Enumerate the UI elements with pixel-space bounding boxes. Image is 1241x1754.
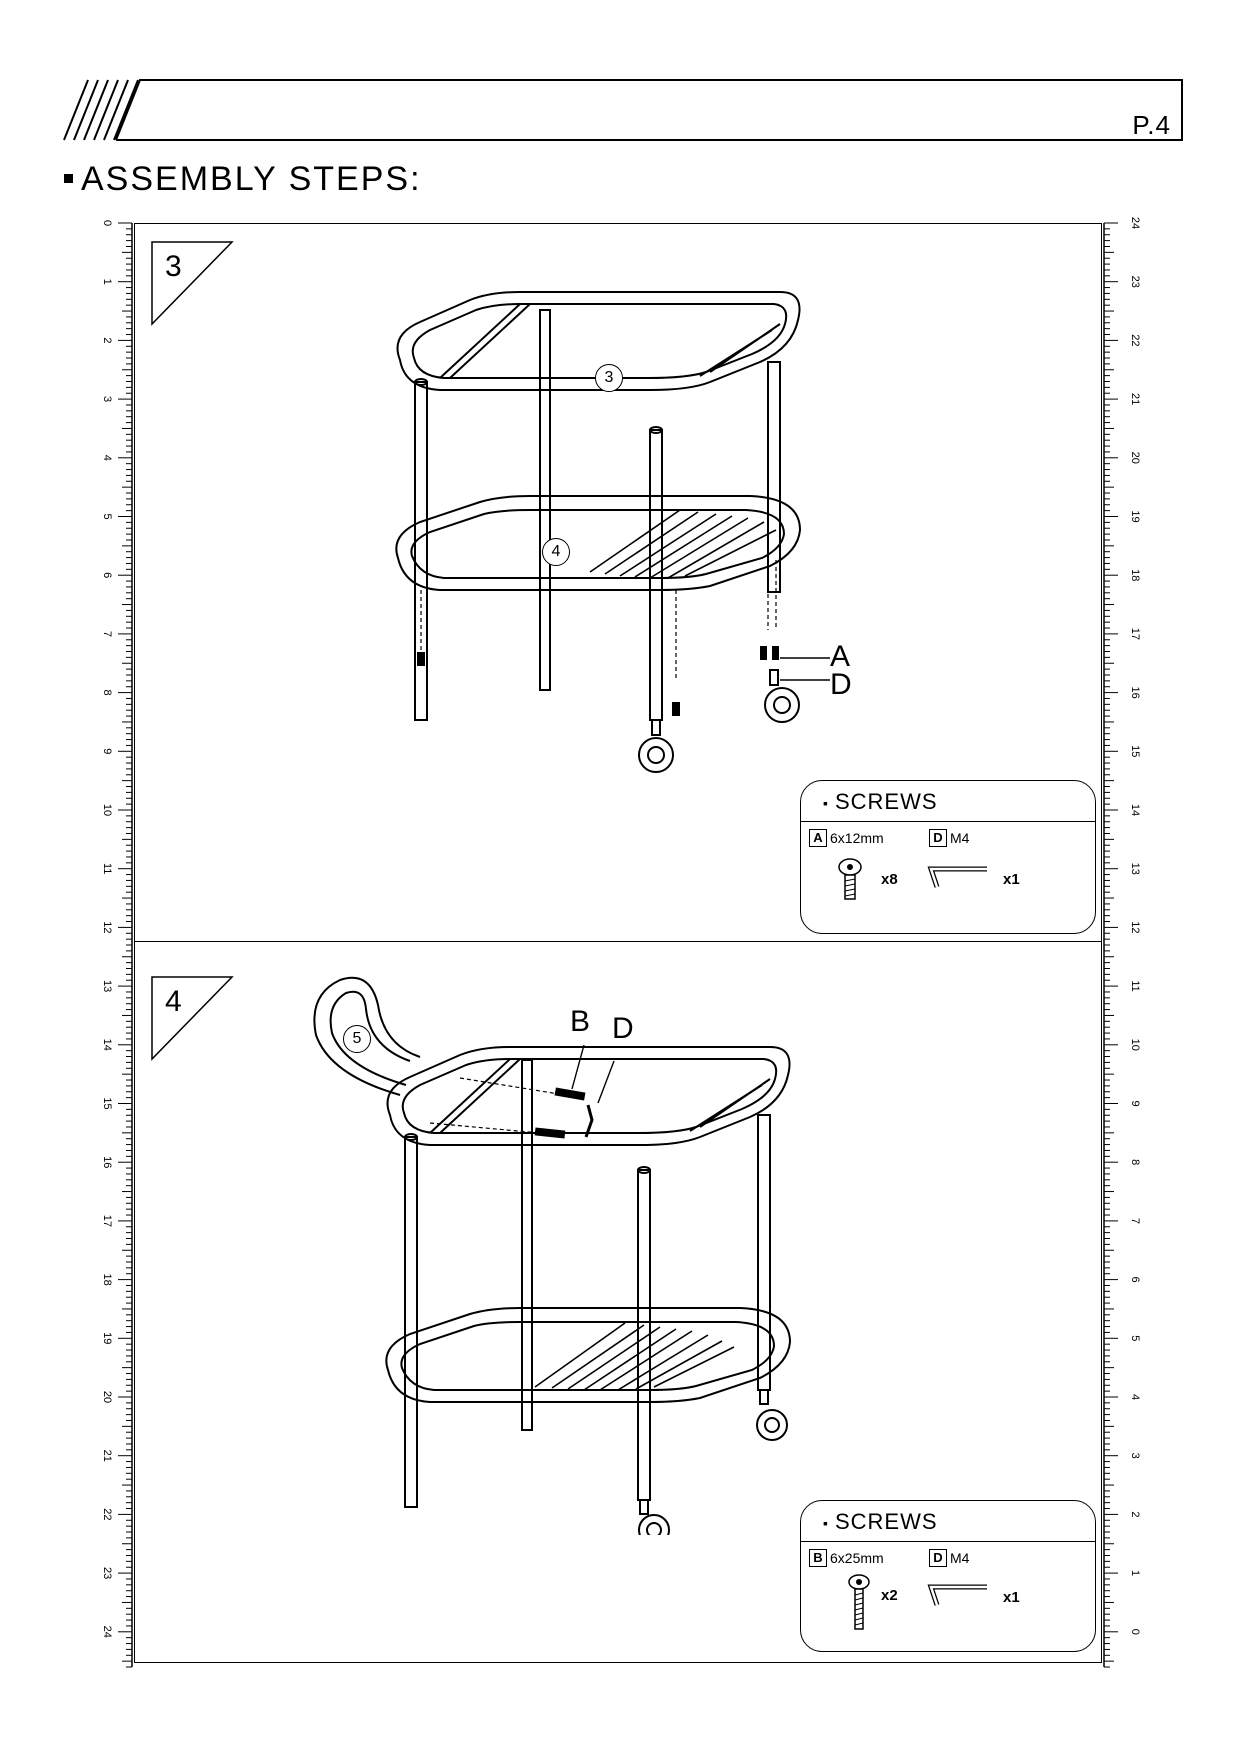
- ruler-label: 5: [1129, 1335, 1141, 1342]
- part-tag-d: D M4: [929, 829, 969, 847]
- ruler-label: 22: [1129, 334, 1141, 347]
- allen-key-icon: [927, 1583, 995, 1609]
- screws-box-step-4: [800, 1500, 1096, 1652]
- part-tag-b: B 6x25mm: [809, 1549, 884, 1567]
- ruler-label: 3: [101, 396, 113, 403]
- ruler-label: 7: [101, 630, 113, 637]
- ruler-label: 16: [101, 1156, 113, 1169]
- ruler-label: 17: [101, 1214, 113, 1228]
- ruler-label: 21: [1129, 392, 1141, 406]
- ruler-label: 14: [1129, 803, 1141, 817]
- ruler-label: 23: [1129, 275, 1141, 288]
- ruler-label: 6: [101, 572, 113, 579]
- ruler-label: 2: [101, 337, 113, 344]
- ruler-label: 18: [1129, 569, 1141, 582]
- ruler-label: 0: [1129, 1628, 1141, 1635]
- qty-b: x2: [881, 1587, 898, 1604]
- ruler-label: 4: [101, 454, 113, 461]
- ruler-label: 23: [101, 1566, 113, 1580]
- callout-a: A: [830, 640, 851, 673]
- ruler-label: 20: [1129, 451, 1141, 464]
- ruler-label: 10: [1129, 1038, 1141, 1051]
- ruler-label: 3: [1129, 1452, 1141, 1459]
- ruler-label: 6: [1129, 1276, 1141, 1283]
- part-tag-d: D M4: [929, 1549, 969, 1567]
- ruler-label: 8: [1129, 1159, 1141, 1166]
- ruler-label: 13: [101, 979, 113, 993]
- ruler-label: 1: [1129, 1570, 1141, 1577]
- ruler-label: 7: [1129, 1217, 1141, 1224]
- part-label-4: 4: [542, 538, 570, 566]
- qty-d-step-4: x1: [1003, 1589, 1020, 1606]
- part-label-5: 5: [343, 1025, 371, 1053]
- ruler-label: 8: [101, 689, 113, 696]
- ruler-label: 1: [101, 278, 113, 285]
- ruler-label: 19: [101, 1332, 113, 1345]
- allen-key-icon: [927, 865, 995, 891]
- ruler-label: 22: [101, 1508, 113, 1521]
- qty-d: x1: [1003, 871, 1020, 888]
- ruler-label: 16: [1129, 686, 1141, 699]
- ruler-label: 15: [101, 1097, 113, 1110]
- screws-title: ▪ SCREWS: [823, 789, 938, 814]
- part-tag-a: A 6x12mm: [809, 829, 884, 847]
- step-3-number: 3: [165, 250, 182, 283]
- ruler-label: 4: [1129, 1393, 1141, 1401]
- screws-box-step-3: [800, 780, 1096, 934]
- bullet-icon: [64, 174, 73, 183]
- ruler-label: 24: [101, 1625, 113, 1638]
- ruler-label: 14: [101, 1038, 113, 1051]
- ruler-label: 18: [101, 1273, 113, 1286]
- ruler-label: 9: [1129, 1100, 1141, 1107]
- ruler-label: 20: [101, 1390, 113, 1404]
- ruler-label: 11: [1129, 980, 1141, 992]
- ruler-label: 13: [1129, 862, 1141, 875]
- ruler-label: 0: [101, 219, 113, 227]
- step-4-number: 4: [165, 985, 182, 1018]
- part-label-3: 3: [595, 364, 623, 392]
- ruler-label: 17: [1129, 627, 1141, 641]
- section-title: [64, 160, 422, 199]
- ruler-left: [92, 216, 134, 1670]
- ruler-label: 2: [1129, 1511, 1141, 1518]
- page-number: P.4: [1132, 110, 1171, 140]
- ruler-label: 9: [101, 748, 113, 755]
- ruler-label: 15: [1129, 745, 1141, 758]
- ruler-label: 11: [101, 862, 113, 875]
- callout-d-step-4: D: [612, 1012, 634, 1045]
- step-4-cart-drawing: [310, 975, 810, 1535]
- callout-b: B: [570, 1005, 591, 1038]
- screws-title: ▪ SCREWS: [823, 1509, 938, 1534]
- step-4-badge: [150, 975, 240, 1065]
- ruler-label: 12: [101, 921, 113, 934]
- step-divider: [134, 941, 1102, 942]
- ruler-label: 12: [1129, 921, 1141, 934]
- qty-a: x8: [881, 871, 898, 888]
- ruler-right: [1102, 216, 1144, 1670]
- ruler-label: 19: [1129, 510, 1141, 523]
- ruler-label: 5: [101, 513, 113, 520]
- header-bar: [60, 78, 1184, 142]
- long-bolt-icon: [847, 1573, 871, 1633]
- ruler-label: 21: [101, 1449, 113, 1462]
- step-3-badge: [150, 240, 240, 330]
- ruler-label: 10: [101, 803, 113, 817]
- short-bolt-icon: [837, 857, 863, 903]
- ruler-label: 24: [1129, 216, 1141, 230]
- callout-d: D: [830, 668, 852, 701]
- section-title-text: ASSEMBLY STEPS:: [81, 160, 422, 198]
